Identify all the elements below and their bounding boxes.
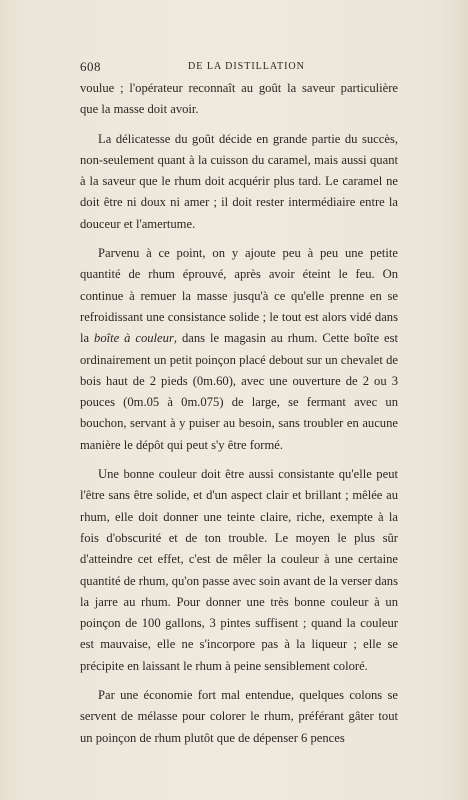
- paragraph-5: [80, 685, 398, 749]
- page-header: [80, 59, 398, 75]
- running-head: DE LA DISTILLATION: [188, 61, 305, 72]
- paragraph-2-text: La délicatesse du goût décide en grande partie du succès, non-seulement quant à la cuisson du caramel, mais aussi quant à la saveur que le rhum doit acquérir plus tard. Le caramel ne doit être ni doux ni amer ; il doit rester intermédiaire entre la douceur et l'amertume.: [80, 131, 398, 231]
- paragraph-3-text-before: Parvenu à ce point, on y ajoute peu à peu une petite quantité de rhum éprouvé, après avoir éteint le feu. On continue à remuer la masse jusqu'à ce qu'elle prenne en se refroidissant une consistance solide ; le tout est alors vidé dans la: [80, 246, 398, 346]
- paragraph-1: [80, 78, 398, 121]
- body-text: [80, 78, 398, 757]
- paragraph-3-text-after: , dans le magasin au rhum. Cette boîte est ordinairement un petit poinçon placé debout sur un chevalet de bois haut de 2 pieds (0m.60), avec une ouverture de 2 ou 3 pouces (0m.05 à 0m.075) de large, se fermant avec un bouchon, servant à y puiser au besoin, sans troubler en aucune manière le dépôt qui peut s'y être formé.: [80, 331, 398, 452]
- paragraph-5-text: Par une économie fort mal entendue, quelques colons se servent de mélasse pour colorer le rhum, préférant gâter tout un poinçon de rhum plutôt que de dépenser 6 pences: [80, 688, 398, 745]
- paragraph-4-text: Une bonne couleur doit être aussi consistante qu'elle peut l'être sans être solide, et d'un aspect clair et brillant ; mêlée au rhum, elle doit donner une teinte claire, riche, exempte à la fois d'obscurité et de ton trouble. Le moyen le plus sûr d'atteindre cet effet, c'est de mêler la couleur à une certaine quantité de rhum, qu'on passe avec soin avant de la verser dans la jarre au rhum. Pour donner une très bonne couleur à un poinçon de 100 gallons, 3 pintes suffisent ; quand la couleur est mauvaise, elle ne s'incorpore pas à la liqueur ; elle se précipite en laissant le rhum à peine sensiblement coloré.: [80, 467, 398, 673]
- paragraph-3-italic-term: boîte à couleur: [94, 331, 174, 346]
- paragraph-4: [80, 464, 398, 677]
- paragraph-2: [80, 129, 398, 235]
- paragraph-1-text: voulue ; l'opérateur reconnaît au goût la saveur particulière que la masse doit avoir.: [80, 81, 398, 117]
- paragraph-3: [80, 243, 398, 456]
- page-number: 608: [80, 59, 101, 74]
